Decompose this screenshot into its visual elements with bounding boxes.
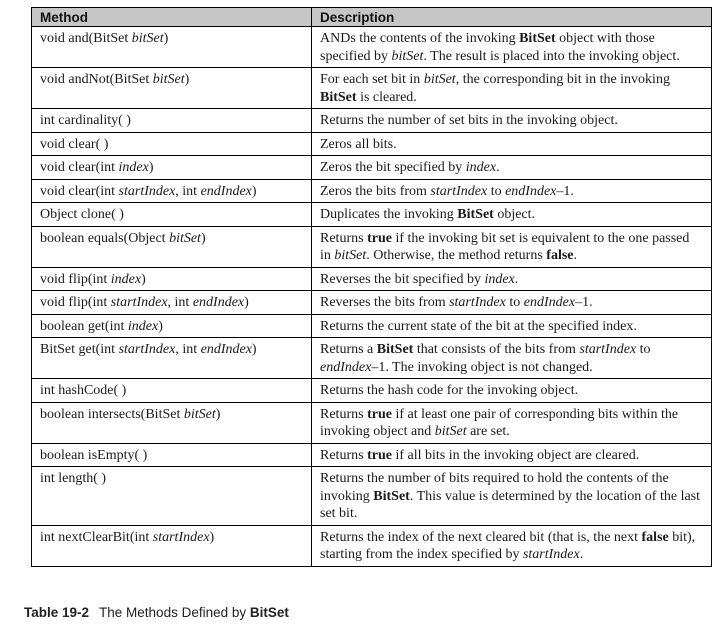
table-row — [32, 203, 712, 227]
text-segment: –1. — [556, 183, 574, 199]
text-segment: boolean equals(Object — [40, 230, 170, 246]
text-segment: For each set bit in — [320, 72, 424, 87]
method-cell — [32, 226, 312, 267]
text-segment: startIndex — [579, 342, 637, 357]
text-segment: –1. — [575, 295, 593, 310]
text-segment: void clear( ) — [40, 136, 109, 152]
text-segment: boolean get(int — [40, 318, 128, 334]
description-cell — [312, 525, 712, 566]
text-segment: bitSet — [169, 230, 201, 246]
text-segment: int length( ) — [40, 471, 107, 486]
text-segment: index — [127, 318, 159, 334]
description-cell — [312, 467, 712, 526]
description-cell — [312, 379, 712, 403]
text-segment: endIndex — [200, 183, 252, 199]
text-segment: true — [367, 447, 392, 463]
table-header-row — [32, 8, 712, 27]
caption-emphasis: BitSet — [249, 605, 289, 620]
bitset-methods-table — [31, 7, 712, 567]
text-segment: void clear(int — [40, 160, 119, 175]
text-segment: bit), starting from the index specified by — [320, 529, 696, 562]
text-segment: endIndex — [320, 359, 372, 375]
text-segment: –1. The invoking object is not changed. — [371, 359, 593, 375]
text-segment: bitSet — [423, 72, 456, 87]
method-cell — [32, 132, 312, 156]
text-segment: void andNot(BitSet — [40, 72, 153, 87]
text-segment: BitSet — [376, 342, 414, 357]
method-cell — [32, 27, 312, 68]
text-segment: Zeros the bit specified by — [320, 160, 466, 175]
text-segment: bitSet — [131, 31, 164, 46]
text-segment: index — [484, 271, 515, 287]
table-caption — [24, 605, 289, 620]
text-segment: BitSet — [320, 89, 357, 105]
text-segment: Reverses the bits from — [320, 295, 450, 310]
text-segment: ) — [251, 183, 257, 199]
table-row — [32, 109, 712, 133]
text-segment: void flip(int — [40, 271, 111, 287]
text-segment: ) — [215, 406, 221, 422]
table-row — [32, 467, 712, 526]
method-cell — [32, 314, 312, 338]
table-row — [32, 226, 712, 267]
method-cell — [32, 525, 312, 566]
text-segment: startIndex — [110, 295, 168, 310]
description-cell — [312, 314, 712, 338]
caption-number: Table 19-2 — [24, 605, 90, 620]
text-segment: if at least one pair of corresponding bits within the invoking object and — [320, 406, 679, 439]
method-cell — [32, 203, 312, 227]
text-segment: bitSet — [434, 424, 467, 439]
text-segment: Reverses the bit specified by — [320, 271, 485, 287]
text-segment: startIndex — [152, 529, 210, 545]
text-segment: int nextClearBit(int — [40, 529, 153, 545]
text-segment: ) — [209, 529, 215, 545]
text-segment: . Otherwise, the method returns — [366, 248, 547, 263]
table-row — [32, 443, 712, 467]
text-segment: object with those specified by — [320, 31, 655, 64]
description-cell — [312, 68, 712, 109]
text-segment: ) — [141, 271, 146, 287]
text-segment: void clear(int — [40, 183, 119, 199]
text-segment: false — [546, 248, 574, 263]
text-segment: is cleared. — [356, 89, 417, 105]
text-segment: . The result is placed into the invoking object. — [423, 48, 680, 64]
text-segment: , int — [167, 295, 193, 310]
method-cell — [32, 267, 312, 291]
method-cell — [32, 379, 312, 403]
text-segment: . — [579, 547, 584, 562]
text-segment: bitSet — [183, 406, 216, 422]
text-segment: that consists of the bits from — [413, 342, 580, 357]
text-segment: ) — [148, 160, 154, 175]
text-segment: boolean intersects(BitSet — [40, 406, 184, 422]
table-row — [32, 267, 712, 291]
text-segment: bitSet — [334, 248, 367, 263]
text-segment: ) — [200, 230, 206, 246]
text-segment: , the corresponding bit in the invoking — [455, 72, 670, 87]
method-cell — [32, 179, 312, 203]
description-cell — [312, 109, 712, 133]
text-segment: Returns the index of the next cleared bit (that is, the next — [320, 529, 642, 545]
text-segment: Returns the number of set bits in the invoking object. — [320, 113, 618, 128]
text-segment: endIndex — [505, 183, 557, 199]
text-segment: endIndex — [523, 295, 576, 310]
text-segment: to — [636, 342, 651, 357]
text-segment: to — [505, 295, 524, 310]
description-cell — [312, 267, 712, 291]
method-cell — [32, 467, 312, 526]
text-segment: . This value is determined by the location of the last set bit. — [320, 488, 701, 521]
method-cell — [32, 291, 312, 315]
text-segment: Zeros the bits from — [320, 183, 431, 199]
text-segment: BitSet — [373, 488, 410, 504]
table-row — [32, 402, 712, 443]
text-segment: void and(BitSet — [40, 31, 132, 46]
text-segment: startIndex — [430, 183, 488, 199]
method-cell — [32, 402, 312, 443]
method-cell — [32, 109, 312, 133]
description-cell — [312, 443, 712, 467]
text-segment: index — [118, 160, 149, 175]
table-body — [32, 27, 712, 567]
caption-text: The Methods Defined by — [99, 605, 250, 620]
table-row — [32, 156, 712, 180]
text-segment: true — [367, 406, 392, 422]
text-segment: Returns the current state of the bit at the specified index. — [320, 318, 637, 334]
description-cell — [312, 27, 712, 68]
method-cell — [32, 443, 312, 467]
text-segment: ) — [251, 342, 257, 357]
methods-table-container — [31, 7, 711, 567]
text-segment: object. — [493, 207, 536, 222]
text-segment: ) — [158, 318, 163, 334]
text-segment: if all bits in the invoking object are cleared. — [391, 447, 640, 463]
description-cell — [312, 156, 712, 180]
text-segment: Returns the number of bits required to hold the contents of the invoking — [320, 471, 669, 504]
text-segment: int hashCode( ) — [40, 383, 127, 398]
table-row — [32, 68, 712, 109]
text-segment: Returns a — [320, 342, 377, 357]
text-segment: startIndex — [118, 342, 176, 357]
table-row — [32, 525, 712, 566]
text-segment: endIndex — [192, 295, 245, 310]
text-segment: boolean isEmpty( ) — [40, 447, 148, 463]
text-segment: Returns — [320, 406, 368, 422]
text-segment: . — [496, 160, 500, 175]
text-segment: ANDs the contents of the invoking — [320, 31, 520, 46]
text-segment: BitSet — [457, 207, 494, 222]
text-segment: ) — [163, 31, 169, 46]
table-row — [32, 379, 712, 403]
text-segment: bitSet — [152, 72, 185, 87]
text-segment: ) — [244, 295, 249, 310]
text-segment: if the invoking bit set is equivalent to the one passed in — [320, 230, 690, 263]
text-segment: index — [465, 160, 497, 175]
table-row — [32, 179, 712, 203]
text-segment: void flip(int — [40, 295, 111, 310]
table-row — [32, 27, 712, 68]
text-segment: false — [641, 529, 669, 545]
method-cell — [32, 68, 312, 109]
description-cell — [312, 402, 712, 443]
description-cell — [312, 179, 712, 203]
description-cell — [312, 338, 712, 379]
text-segment: to — [487, 183, 506, 199]
text-segment: , int — [175, 342, 201, 357]
text-segment: int cardinality( ) — [40, 113, 131, 128]
text-segment: are set. — [466, 424, 510, 439]
text-segment: ) — [184, 72, 190, 87]
text-segment: BitSet — [519, 31, 556, 46]
text-segment: true — [367, 230, 392, 246]
text-segment: Returns — [320, 230, 368, 246]
description-cell — [312, 132, 712, 156]
text-segment: Returns the hash code for the invoking object. — [320, 383, 579, 398]
text-segment: startIndex — [522, 547, 580, 562]
text-segment: . — [573, 248, 578, 263]
text-segment: Zeros all bits. — [320, 136, 397, 152]
text-segment: . — [514, 271, 519, 287]
text-segment: , int — [175, 183, 201, 199]
description-cell — [312, 226, 712, 267]
text-segment: Duplicates the invoking — [320, 207, 458, 222]
table-row — [32, 314, 712, 338]
table-row — [32, 291, 712, 315]
text-segment: Returns — [320, 447, 368, 463]
column-header-description: Description — [312, 8, 712, 27]
text-segment: index — [110, 271, 142, 287]
text-segment: BitSet get(int — [40, 342, 119, 357]
table-row — [32, 338, 712, 379]
column-header-method: Method — [32, 8, 312, 27]
text-segment: startIndex — [118, 183, 176, 199]
text-segment: startIndex — [449, 295, 506, 310]
table-row — [32, 132, 712, 156]
method-cell — [32, 156, 312, 180]
description-cell — [312, 291, 712, 315]
text-segment: endIndex — [200, 342, 252, 357]
method-cell — [32, 338, 312, 379]
text-segment: Object clone( ) — [40, 207, 124, 222]
description-cell — [312, 203, 712, 227]
text-segment: bitSet — [391, 48, 424, 64]
